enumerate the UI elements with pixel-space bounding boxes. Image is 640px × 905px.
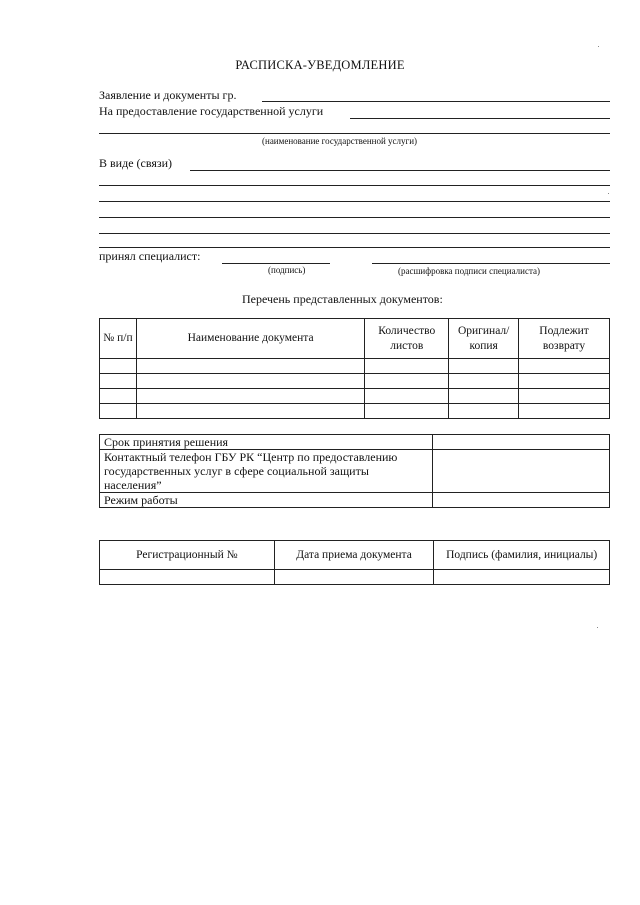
table-row <box>100 570 610 585</box>
deadline-label: Срок принятия решения <box>100 435 433 450</box>
table-row <box>100 389 610 404</box>
date-cell[interactable] <box>274 570 434 585</box>
scan-speck <box>598 46 599 47</box>
signature-cell[interactable] <box>434 570 610 585</box>
docs-list-title: Перечень представленных документов: <box>242 292 443 306</box>
col-original: Оригинал/ копия <box>449 319 519 359</box>
deadline-row <box>100 435 610 450</box>
form-underline-3[interactable] <box>99 201 610 202</box>
applicant-label: Заявление и документы гр. <box>99 88 237 102</box>
table-row <box>100 404 610 419</box>
table-cell[interactable] <box>449 374 519 389</box>
table-cell[interactable] <box>365 374 449 389</box>
form-underline-2[interactable] <box>99 185 610 186</box>
table-cell[interactable] <box>136 389 364 404</box>
hours-value[interactable] <box>433 493 610 508</box>
form-underline[interactable] <box>190 170 610 171</box>
col-return: Подлежит возврату <box>519 319 610 359</box>
document-title: РАСПИСКА-УВЕДОМЛЕНИЕ <box>235 58 405 72</box>
col-signature: Подпись (фамилия, инициалы) <box>434 541 610 570</box>
scan-speck <box>608 193 609 194</box>
registration-table-header <box>100 541 610 570</box>
col-reg-num: Регистрационный № <box>100 541 275 570</box>
scan-speck <box>597 627 598 628</box>
table-cell[interactable] <box>519 359 610 374</box>
reg-num-cell[interactable] <box>100 570 275 585</box>
table-cell[interactable] <box>365 389 449 404</box>
table-cell[interactable] <box>449 359 519 374</box>
service-underline-2[interactable] <box>99 133 610 134</box>
table-cell[interactable] <box>100 374 137 389</box>
phone-value[interactable] <box>433 450 610 493</box>
table-row <box>100 359 610 374</box>
table-cell[interactable] <box>136 374 364 389</box>
decoding-caption: (расшифровка подписи специалиста) <box>398 266 540 276</box>
table-row <box>100 374 610 389</box>
col-date: Дата приема документа <box>274 541 434 570</box>
form-underline-5[interactable] <box>99 233 610 234</box>
specialist-label: принял специалист: <box>99 249 201 263</box>
decoding-underline[interactable] <box>372 263 610 264</box>
table-cell[interactable] <box>449 389 519 404</box>
signature-underline[interactable] <box>222 263 330 264</box>
table-cell[interactable] <box>519 389 610 404</box>
table-cell[interactable] <box>519 374 610 389</box>
table-cell[interactable] <box>519 404 610 419</box>
hours-label: Режим работы <box>100 493 433 508</box>
table-cell[interactable] <box>136 359 364 374</box>
form-underline-4[interactable] <box>99 217 610 218</box>
hours-row <box>100 493 610 508</box>
table-cell[interactable] <box>100 404 137 419</box>
info-table <box>99 434 610 508</box>
table-cell[interactable] <box>365 359 449 374</box>
documents-table <box>99 318 610 419</box>
col-count: Количество листов <box>365 319 449 359</box>
service-label: На предоставление государственной услуги <box>99 104 324 118</box>
signature-caption: (подпись) <box>268 265 306 275</box>
deadline-value[interactable] <box>433 435 610 450</box>
service-caption: (наименование государственной услуги) <box>262 136 418 146</box>
applicant-underline[interactable] <box>262 101 610 102</box>
col-name: Наименование документа <box>136 319 364 359</box>
form-label: В виде (связи) <box>99 156 173 170</box>
table-cell[interactable] <box>136 404 364 419</box>
registration-table <box>99 540 610 585</box>
table-cell[interactable] <box>449 404 519 419</box>
service-underline[interactable] <box>350 118 610 119</box>
table-cell[interactable] <box>100 389 137 404</box>
documents-table-header <box>100 319 610 359</box>
table-cell[interactable] <box>100 359 137 374</box>
phone-row <box>100 450 610 493</box>
phone-label: Контактный телефон ГБУ РК “Центр по предоставлению государственных услуг в сфере социальной защиты населения” <box>100 450 433 493</box>
table-cell[interactable] <box>365 404 449 419</box>
form-underline-6[interactable] <box>99 247 610 248</box>
col-num: № п/п <box>100 319 137 359</box>
